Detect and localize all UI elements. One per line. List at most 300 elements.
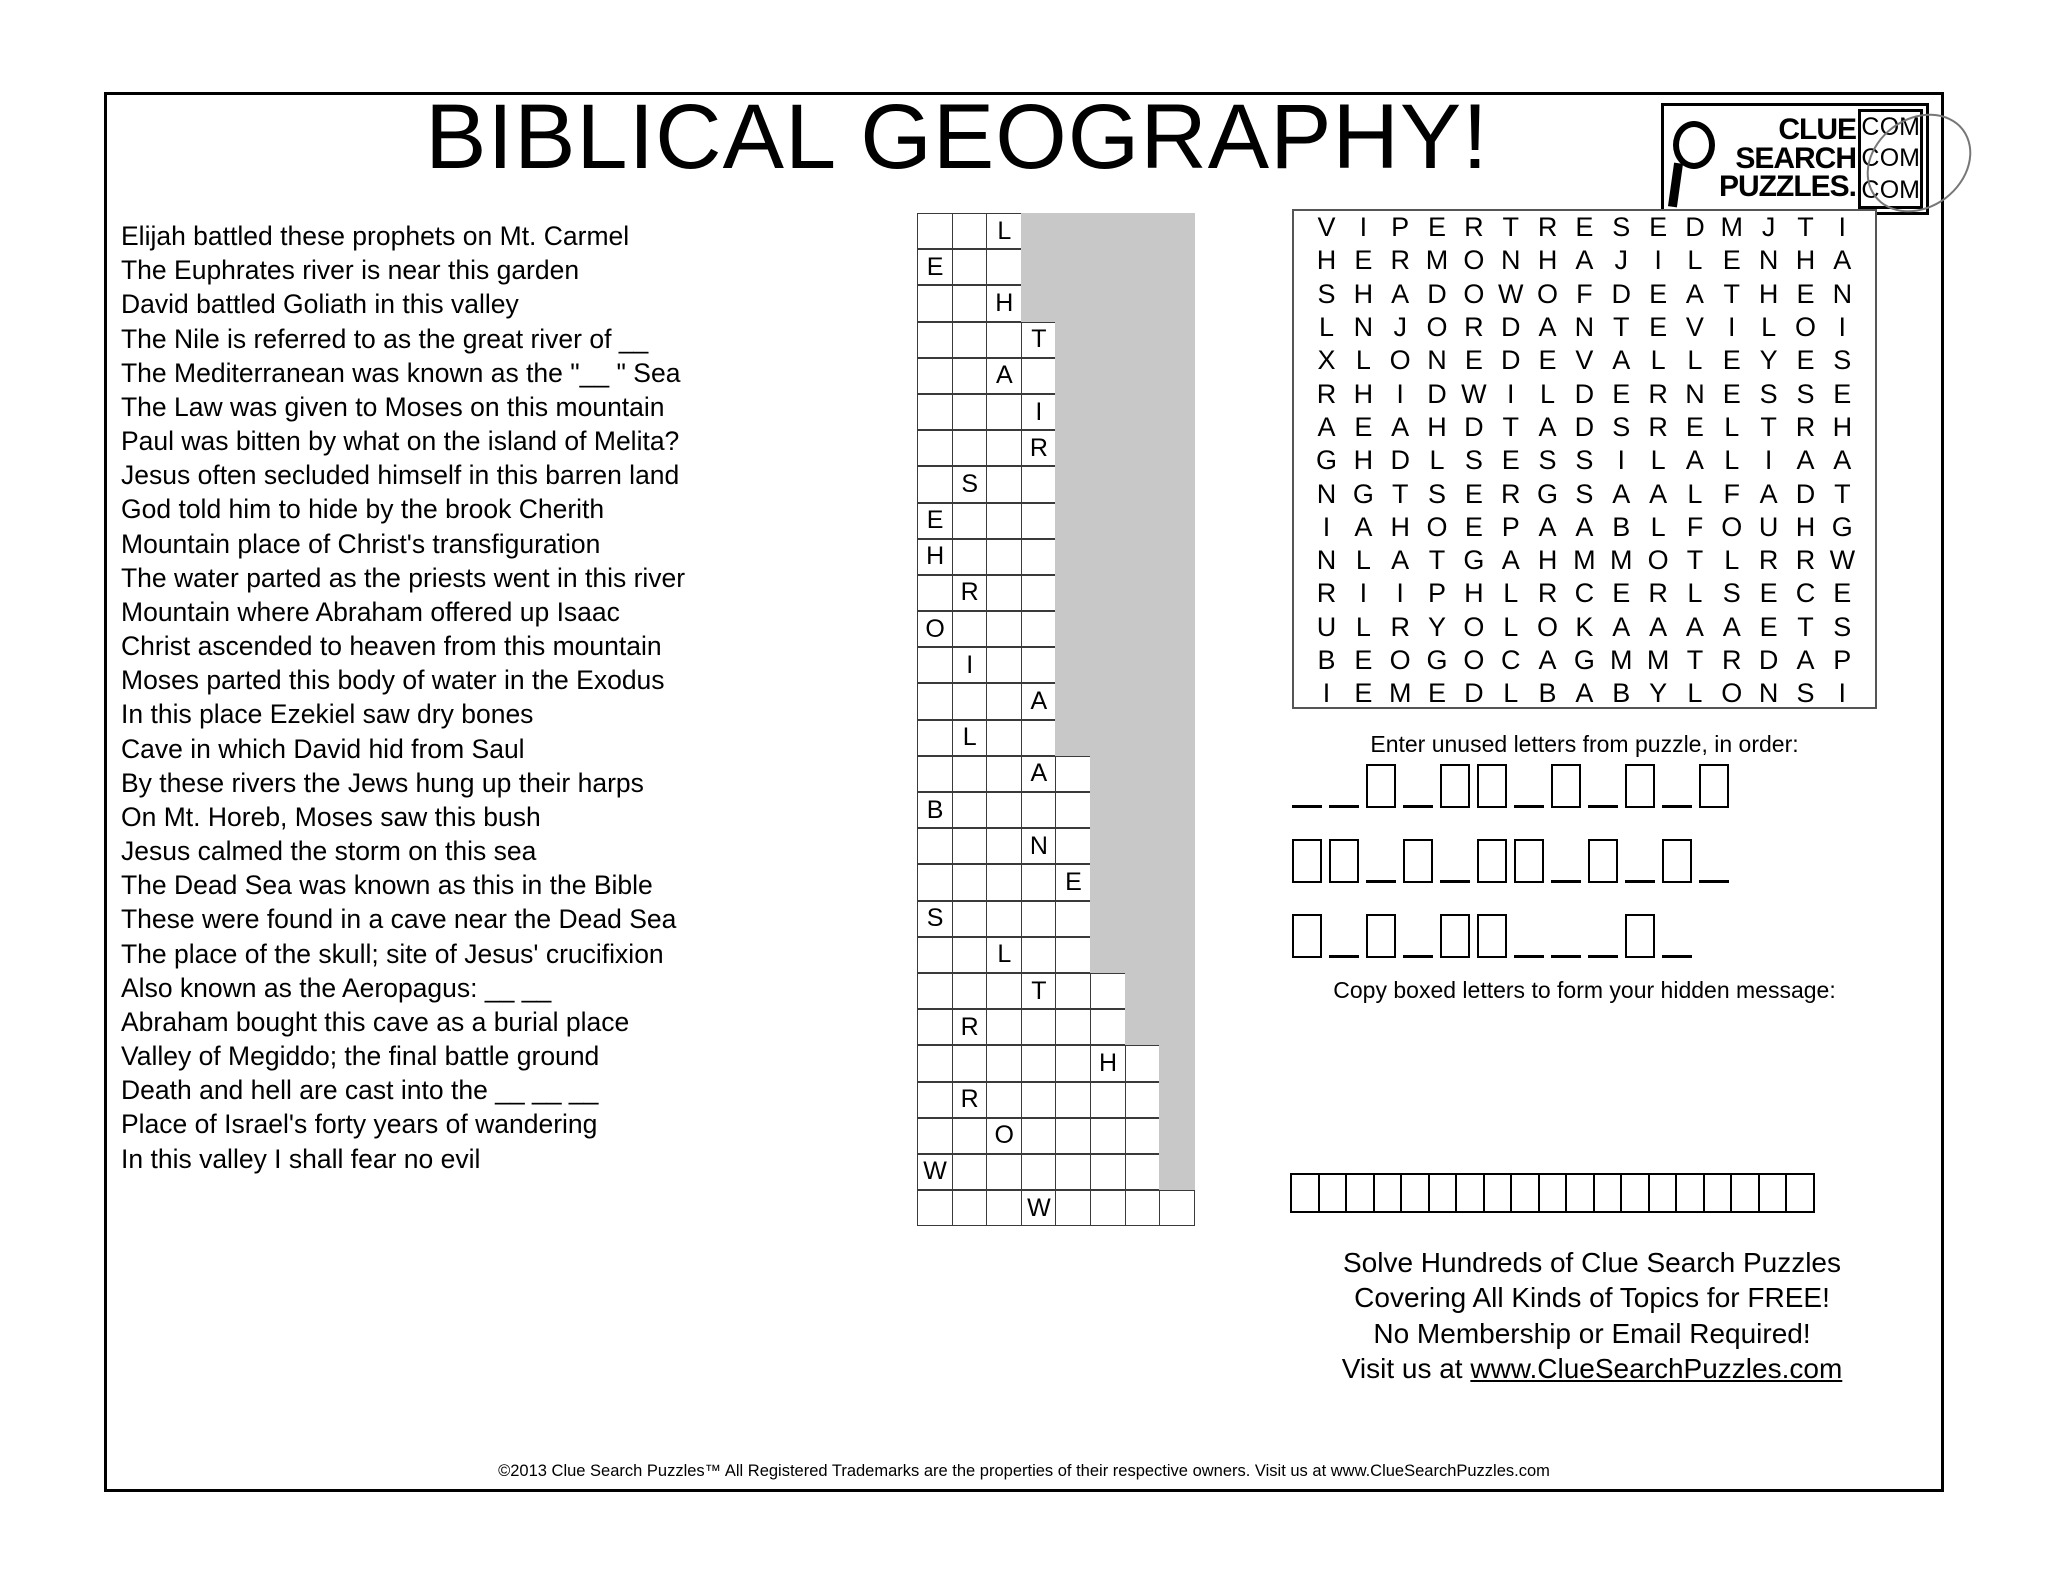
answer-grid-cell[interactable] (1021, 720, 1057, 756)
unused-letter-box[interactable] (1588, 839, 1618, 883)
word-search-letter[interactable]: M (1610, 645, 1633, 675)
word-search-letter[interactable]: R (1758, 545, 1779, 576)
word-search-letter[interactable]: R (1316, 378, 1337, 409)
answer-grid-cell[interactable] (986, 792, 1022, 828)
word-search-letter[interactable]: P (1501, 511, 1520, 542)
answer-grid-cell[interactable] (986, 828, 1022, 864)
unused-letter-box[interactable] (1625, 764, 1655, 808)
answer-grid-cell[interactable] (986, 1082, 1022, 1118)
answer-grid-cell[interactable] (952, 901, 988, 937)
word-search-letter[interactable]: E (1796, 278, 1815, 309)
word-search-letter[interactable]: R (1316, 578, 1337, 609)
answer-grid-cell[interactable]: E (917, 503, 953, 539)
unused-letter-blank[interactable] (1662, 914, 1692, 958)
unused-letter-box[interactable] (1366, 764, 1396, 808)
answer-grid-cell[interactable]: L (986, 213, 1022, 249)
unused-letter-box[interactable] (1662, 839, 1692, 883)
answer-grid-cell[interactable] (952, 937, 988, 973)
word-search-letter[interactable]: I (1359, 212, 1368, 243)
word-search-letter[interactable]: O (1389, 345, 1411, 376)
word-search-letter[interactable]: N (1316, 478, 1337, 509)
answer-grid-cell[interactable] (986, 249, 1022, 285)
word-search-letter[interactable]: E (1428, 212, 1447, 243)
unused-letter-box[interactable] (1292, 914, 1322, 958)
answer-grid-cell[interactable] (952, 539, 988, 575)
word-search-letter[interactable]: R (1464, 212, 1484, 243)
word-search-letter[interactable]: C (1574, 578, 1595, 609)
word-search-letter[interactable]: A (1612, 345, 1631, 376)
answer-grid-cell[interactable]: W (917, 1154, 953, 1190)
word-search-letter[interactable]: D (1758, 645, 1779, 675)
answer-grid-cell[interactable] (917, 1045, 953, 1081)
hidden-message-box[interactable] (1730, 1173, 1760, 1213)
answer-grid-cell[interactable] (986, 611, 1022, 647)
answer-grid-cell[interactable]: T (1021, 973, 1057, 1009)
word-search-letter[interactable]: R (1464, 312, 1484, 343)
word-search-letter[interactable]: P (1833, 645, 1852, 675)
hidden-message-box[interactable] (1373, 1173, 1403, 1213)
word-search-letter[interactable]: O (1463, 278, 1485, 309)
word-search-letter[interactable]: D (1427, 378, 1447, 409)
word-search-letter[interactable]: E (1428, 678, 1447, 709)
word-search-letter[interactable]: H (1353, 378, 1374, 409)
word-search-letter[interactable]: D (1427, 278, 1447, 309)
word-search-letter[interactable]: L (1687, 678, 1703, 709)
word-search-letter[interactable]: E (1354, 678, 1373, 709)
unused-letter-box[interactable] (1366, 914, 1396, 958)
hidden-message-box[interactable] (1565, 1173, 1595, 1213)
answer-grid-cell[interactable] (917, 756, 953, 792)
answer-grid-cell[interactable] (1055, 1118, 1091, 1154)
unused-letter-blank[interactable] (1699, 839, 1729, 883)
answer-grid-cell[interactable] (1055, 1009, 1091, 1045)
word-search-letter[interactable]: B (1612, 511, 1631, 542)
answer-grid-cell[interactable] (1090, 1154, 1126, 1190)
answer-grid-cell[interactable] (986, 575, 1022, 611)
answer-grid-cell[interactable]: B (917, 792, 953, 828)
word-search-letter[interactable]: G (1573, 645, 1595, 675)
answer-grid-cell[interactable] (952, 358, 988, 394)
word-search-letter[interactable]: T (1686, 545, 1704, 576)
word-search-letter[interactable]: R (1537, 578, 1558, 609)
answer-grid-cell[interactable]: O (917, 611, 953, 647)
word-search-letter[interactable]: A (1685, 445, 1704, 476)
word-search-letter[interactable]: A (1796, 645, 1815, 675)
word-search-letter[interactable]: E (1354, 645, 1373, 675)
answer-grid-cell[interactable] (986, 1190, 1022, 1226)
word-search-letter[interactable]: A (1391, 411, 1410, 442)
word-search-letter[interactable]: E (1722, 345, 1741, 376)
word-search-letter[interactable]: A (1685, 278, 1704, 309)
answer-grid-cell[interactable]: H (986, 285, 1022, 321)
answer-grid-cell[interactable] (1125, 1190, 1161, 1226)
word-search-letter[interactable]: D (1795, 478, 1816, 509)
answer-grid-cell[interactable] (1021, 466, 1057, 502)
word-search-letter[interactable]: E (1464, 345, 1483, 376)
word-search-letter[interactable]: E (1759, 611, 1778, 642)
answer-grid-cell[interactable] (1021, 647, 1057, 683)
word-search-letter[interactable]: A (1501, 545, 1520, 576)
unused-letter-blank[interactable] (1366, 839, 1396, 883)
word-search-letter[interactable]: R (1648, 411, 1668, 442)
unused-letter-box[interactable] (1551, 764, 1581, 808)
word-search-letter[interactable]: V (1685, 312, 1704, 343)
answer-grid-cell[interactable] (986, 756, 1022, 792)
word-search-letter[interactable]: L (1687, 578, 1703, 609)
word-search-letter[interactable]: I (1728, 312, 1736, 343)
word-search-letter[interactable]: N (1574, 312, 1595, 343)
unused-letter-blank[interactable] (1329, 764, 1359, 808)
word-search-letter[interactable]: G (1463, 545, 1485, 576)
answer-grid-cell[interactable] (917, 430, 953, 466)
word-search-letter[interactable]: J (1614, 245, 1628, 276)
unused-letter-blank[interactable] (1440, 839, 1470, 883)
answer-grid-cell[interactable] (1021, 1045, 1057, 1081)
word-search-letter[interactable]: O (1389, 645, 1411, 675)
answer-grid-cell[interactable]: A (986, 358, 1022, 394)
word-search-letter[interactable]: A (1759, 478, 1778, 509)
word-search-letter[interactable]: I (1396, 378, 1404, 409)
word-search-letter[interactable]: R (1500, 478, 1521, 509)
word-search-letter[interactable]: X (1317, 345, 1336, 376)
word-search-letter[interactable]: O (1647, 545, 1669, 576)
word-search-letter[interactable]: T (1834, 478, 1851, 509)
word-search-letter[interactable]: L (1429, 445, 1445, 476)
word-search-letter[interactable]: A (1649, 478, 1668, 509)
word-search-letter[interactable]: G (1831, 511, 1853, 542)
unused-letter-box[interactable] (1440, 914, 1470, 958)
word-search-letter[interactable]: E (1722, 245, 1741, 276)
answer-grid-cell[interactable] (1021, 358, 1057, 394)
answer-grid-cell[interactable] (1021, 937, 1057, 973)
word-search-letter[interactable]: E (1464, 478, 1483, 509)
answer-grid-cell[interactable] (1055, 1082, 1091, 1118)
word-search-letter[interactable]: S (1428, 478, 1447, 509)
word-search-letter[interactable]: O (1537, 611, 1559, 642)
word-search-letter[interactable]: I (1617, 445, 1625, 476)
word-search-letter[interactable]: E (1833, 578, 1852, 609)
answer-grid-cell[interactable]: R (1021, 430, 1057, 466)
word-search-letter[interactable]: I (1506, 378, 1515, 409)
answer-grid-cell[interactable] (952, 322, 988, 358)
word-search-letter[interactable]: V (1317, 212, 1336, 243)
word-search-letter[interactable]: U (1316, 611, 1337, 642)
answer-grid-cell[interactable] (917, 647, 953, 683)
answer-grid-cell[interactable] (952, 430, 988, 466)
hidden-message-box[interactable] (1455, 1173, 1485, 1213)
word-search-letter[interactable]: A (1575, 245, 1594, 276)
word-search-letter[interactable]: Y (1428, 611, 1447, 642)
word-search-letter[interactable]: A (1538, 511, 1557, 542)
word-search-letter[interactable]: T (1613, 312, 1630, 343)
word-search-letter[interactable]: C (1500, 645, 1521, 675)
word-search-letter[interactable]: F (1576, 278, 1593, 309)
hidden-message-box[interactable] (1318, 1173, 1348, 1213)
word-search-letter[interactable]: P (1391, 212, 1410, 243)
hidden-message-box[interactable] (1785, 1173, 1815, 1213)
answer-grid-cell[interactable] (1125, 1045, 1161, 1081)
answer-grid-cell[interactable]: I (952, 647, 988, 683)
answer-grid-cell[interactable] (917, 1082, 953, 1118)
answer-grid-cell[interactable] (917, 1009, 953, 1045)
word-search-letter[interactable]: H (1795, 511, 1816, 542)
word-search-letter[interactable]: A (1796, 445, 1815, 476)
word-search-letter[interactable]: H (1353, 445, 1374, 476)
hidden-message-box[interactable] (1675, 1173, 1705, 1213)
word-search-letter[interactable]: F (1686, 511, 1704, 542)
word-search-letter[interactable]: G (1537, 478, 1559, 509)
hidden-message-box[interactable] (1345, 1173, 1375, 1213)
word-search-letter[interactable]: L (1650, 445, 1666, 476)
answer-grid-cell[interactable] (1021, 792, 1057, 828)
word-search-letter[interactable]: E (1649, 278, 1668, 309)
word-search-letter[interactable]: E (1649, 212, 1668, 243)
word-search-letter[interactable]: A (1317, 411, 1336, 442)
word-search-letter[interactable]: W (1497, 278, 1524, 309)
answer-grid-cell[interactable] (917, 1190, 953, 1226)
answer-grid-cell[interactable] (952, 683, 988, 719)
answer-grid-cell[interactable] (952, 1045, 988, 1081)
word-search-letter[interactable]: I (1838, 312, 1847, 343)
word-search-letter[interactable]: O (1537, 278, 1559, 309)
word-search-letter[interactable]: S (1464, 445, 1483, 476)
word-search-letter[interactable]: T (1391, 478, 1409, 509)
answer-grid-cell[interactable] (952, 792, 988, 828)
answer-grid-cell[interactable] (986, 901, 1022, 937)
unused-letter-blank[interactable] (1625, 839, 1655, 883)
word-search-letter[interactable]: S (1612, 411, 1631, 442)
answer-grid-cell[interactable] (917, 937, 953, 973)
word-search-letter[interactable]: T (1760, 411, 1777, 442)
word-search-letter[interactable]: D (1390, 445, 1410, 476)
word-search-letter[interactable]: E (1354, 245, 1373, 276)
word-search-letter[interactable]: S (1833, 611, 1852, 642)
answer-grid-cell[interactable]: A (1021, 683, 1057, 719)
word-search-letter[interactable]: T (1502, 411, 1519, 442)
unused-letter-blank[interactable] (1551, 839, 1581, 883)
word-search-letter[interactable]: L (1650, 345, 1666, 376)
word-search-letter[interactable]: D (1685, 212, 1705, 243)
word-search-letter[interactable]: L (1687, 345, 1703, 376)
word-search-letter[interactable]: H (1537, 245, 1558, 276)
answer-grid-cell[interactable]: T (1021, 322, 1057, 358)
word-search-letter[interactable]: M (1388, 678, 1412, 709)
word-search-letter[interactable]: E (1759, 578, 1778, 609)
answer-grid-cell[interactable] (986, 539, 1022, 575)
word-search-letter[interactable]: T (1502, 212, 1519, 243)
answer-grid-cell[interactable]: L (986, 937, 1022, 973)
answer-grid-cell[interactable] (986, 322, 1022, 358)
answer-grid-cell[interactable] (986, 430, 1022, 466)
answer-grid-cell[interactable] (952, 249, 988, 285)
unused-letter-blank[interactable] (1551, 914, 1581, 958)
answer-grid-cell[interactable]: E (1055, 864, 1091, 900)
answer-grid-cell[interactable] (1090, 1082, 1126, 1118)
word-search-letter[interactable]: C (1795, 578, 1816, 609)
word-search-letter[interactable]: L (1650, 511, 1666, 542)
word-search-letter[interactable]: A (1575, 678, 1594, 709)
word-search-letter[interactable]: V (1575, 345, 1594, 376)
unused-letter-blank[interactable] (1329, 914, 1359, 958)
answer-grid-cell[interactable] (986, 647, 1022, 683)
word-search-letter[interactable]: O (1794, 312, 1816, 343)
answer-grid-cell[interactable] (1090, 1009, 1126, 1045)
answer-grid-cell[interactable] (917, 683, 953, 719)
hidden-message-box[interactable] (1758, 1173, 1788, 1213)
word-search-letter[interactable]: R (1648, 578, 1668, 609)
word-search-letter[interactable]: N (1427, 345, 1447, 376)
word-search-letter[interactable]: M (1720, 212, 1744, 243)
answer-grid-cell[interactable] (952, 1190, 988, 1226)
word-search-letter[interactable]: L (1503, 678, 1519, 709)
answer-grid-cell[interactable] (952, 1118, 988, 1154)
word-search-letter[interactable]: A (1538, 411, 1557, 442)
word-search-letter[interactable]: H (1427, 411, 1447, 442)
word-search-letter[interactable]: T (1428, 545, 1446, 576)
answer-grid-cell[interactable] (1021, 575, 1057, 611)
answer-grid-cell[interactable] (1055, 973, 1091, 1009)
answer-grid-cell[interactable] (917, 973, 953, 1009)
word-search-letter[interactable]: E (1464, 511, 1483, 542)
word-search-letter[interactable]: M (1425, 245, 1449, 276)
word-search-letter[interactable]: I (1322, 511, 1331, 542)
word-search-letter[interactable]: H (1464, 578, 1484, 609)
word-search-letter[interactable]: L (1540, 378, 1556, 409)
word-search-letter[interactable]: O (1463, 245, 1485, 276)
answer-grid-cell[interactable] (952, 864, 988, 900)
word-search-letter[interactable]: A (1354, 511, 1373, 542)
word-search-letter[interactable]: T (1797, 212, 1814, 243)
word-search-letter[interactable]: A (1833, 245, 1852, 276)
word-search-letter[interactable]: O (1721, 511, 1743, 542)
answer-grid-cell[interactable] (986, 394, 1022, 430)
word-search-letter[interactable]: J (1761, 212, 1776, 243)
answer-grid-cell[interactable] (917, 575, 953, 611)
word-search-letter[interactable]: I (1654, 245, 1662, 276)
word-search-letter[interactable]: W (1461, 378, 1487, 409)
answer-grid-cell[interactable]: S (917, 901, 953, 937)
answer-grid-cell[interactable] (986, 466, 1022, 502)
answer-grid-cell[interactable]: W (1021, 1190, 1057, 1226)
unused-letter-box[interactable] (1625, 914, 1655, 958)
hidden-message-box[interactable] (1483, 1173, 1513, 1213)
word-search-letter[interactable]: K (1575, 611, 1594, 642)
word-search-letter[interactable]: N (1832, 278, 1853, 309)
word-search-letter[interactable]: N (1316, 545, 1337, 576)
word-search-letter[interactable]: Y (1649, 678, 1668, 709)
unused-letter-box[interactable] (1292, 839, 1322, 883)
unused-letter-box[interactable] (1403, 839, 1433, 883)
word-search-letter[interactable]: S (1317, 278, 1336, 309)
answer-grid-cell[interactable]: L (952, 720, 988, 756)
answer-grid-cell[interactable] (1021, 1154, 1057, 1190)
word-search-letter[interactable]: R (1795, 411, 1816, 442)
word-search-letter[interactable]: G (1426, 645, 1448, 675)
word-search-letter[interactable]: N (1758, 678, 1779, 709)
answer-grid-cell[interactable] (1055, 937, 1091, 973)
word-search-letter[interactable]: P (1428, 578, 1447, 609)
answer-grid-cell[interactable] (1159, 1190, 1195, 1226)
word-search-letter[interactable]: I (1396, 578, 1404, 609)
word-search-letter[interactable]: L (1355, 545, 1371, 576)
answer-grid-cell[interactable] (1021, 1082, 1057, 1118)
word-search-letter[interactable]: L (1503, 578, 1519, 609)
answer-grid-cell[interactable] (1090, 1190, 1126, 1226)
answer-grid-cell[interactable] (917, 864, 953, 900)
word-search-letter[interactable]: M (1610, 545, 1633, 576)
answer-grid-cell[interactable]: S (952, 466, 988, 502)
word-search-letter[interactable]: S (1722, 578, 1741, 609)
answer-grid-cell[interactable] (917, 394, 953, 430)
word-search-letter[interactable]: I (1838, 212, 1847, 243)
answer-grid-cell[interactable] (1021, 864, 1057, 900)
word-search-letter[interactable]: A (1649, 611, 1668, 642)
answer-grid-cell[interactable] (986, 1009, 1022, 1045)
answer-grid-cell[interactable]: R (952, 1009, 988, 1045)
word-search-letter[interactable]: R (1537, 212, 1558, 243)
answer-grid-cell[interactable] (986, 864, 1022, 900)
word-search-letter[interactable]: A (1612, 478, 1631, 509)
word-search-letter[interactable]: G (1315, 445, 1337, 476)
answer-grid-cell[interactable]: R (952, 1082, 988, 1118)
unused-letter-box[interactable] (1329, 839, 1359, 883)
word-search-letter[interactable]: A (1685, 611, 1704, 642)
answer-grid-cell[interactable] (952, 756, 988, 792)
hidden-message-box[interactable] (1593, 1173, 1623, 1213)
answer-grid-cell[interactable] (1021, 611, 1057, 647)
unused-letter-blank[interactable] (1588, 914, 1618, 958)
word-search-letter[interactable]: H (1795, 245, 1816, 276)
word-search-letter[interactable]: L (1355, 611, 1371, 642)
word-search-letter[interactable]: R (1648, 378, 1668, 409)
word-search-letter[interactable]: H (1537, 545, 1558, 576)
hidden-message-box[interactable] (1400, 1173, 1430, 1213)
unused-letter-blank[interactable] (1514, 914, 1544, 958)
answer-grid-cell[interactable]: E (917, 249, 953, 285)
word-search-letter[interactable]: D (1500, 345, 1521, 376)
answer-grid-cell[interactable] (1055, 901, 1091, 937)
answer-grid-cell[interactable] (952, 394, 988, 430)
word-search-letter[interactable]: A (1538, 312, 1557, 343)
hidden-message-box[interactable] (1648, 1173, 1678, 1213)
word-search-letter[interactable]: F (1723, 478, 1741, 509)
word-search-letter[interactable]: M (1646, 645, 1670, 675)
answer-grid-cell[interactable] (917, 720, 953, 756)
word-search-letter[interactable]: J (1393, 312, 1407, 343)
word-search-letter[interactable]: I (1322, 678, 1331, 709)
answer-grid-cell[interactable] (986, 683, 1022, 719)
answer-grid-cell[interactable] (917, 285, 953, 321)
word-search-letter[interactable]: S (1612, 212, 1631, 243)
answer-grid-cell[interactable] (1021, 1118, 1057, 1154)
word-search-letter[interactable]: T (1723, 278, 1741, 309)
answer-grid-cell[interactable] (952, 1154, 988, 1190)
word-search-letter[interactable]: S (1575, 445, 1594, 476)
unused-letter-blank[interactable] (1662, 764, 1692, 808)
unused-letter-box[interactable] (1699, 764, 1729, 808)
word-search-letter[interactable]: L (1724, 545, 1740, 576)
answer-grid-cell[interactable] (952, 285, 988, 321)
word-search-letter[interactable]: B (1317, 645, 1336, 675)
word-search-letter[interactable]: D (1464, 411, 1484, 442)
word-search-letter[interactable]: E (1354, 411, 1373, 442)
word-search-letter[interactable]: T (1686, 645, 1704, 675)
word-search-letter[interactable]: O (1721, 678, 1743, 709)
answer-grid-cell[interactable] (986, 973, 1022, 1009)
answer-grid-cell[interactable] (1021, 1009, 1057, 1045)
word-search-letter[interactable]: A (1538, 645, 1557, 675)
word-search-letter[interactable]: L (1503, 611, 1519, 642)
